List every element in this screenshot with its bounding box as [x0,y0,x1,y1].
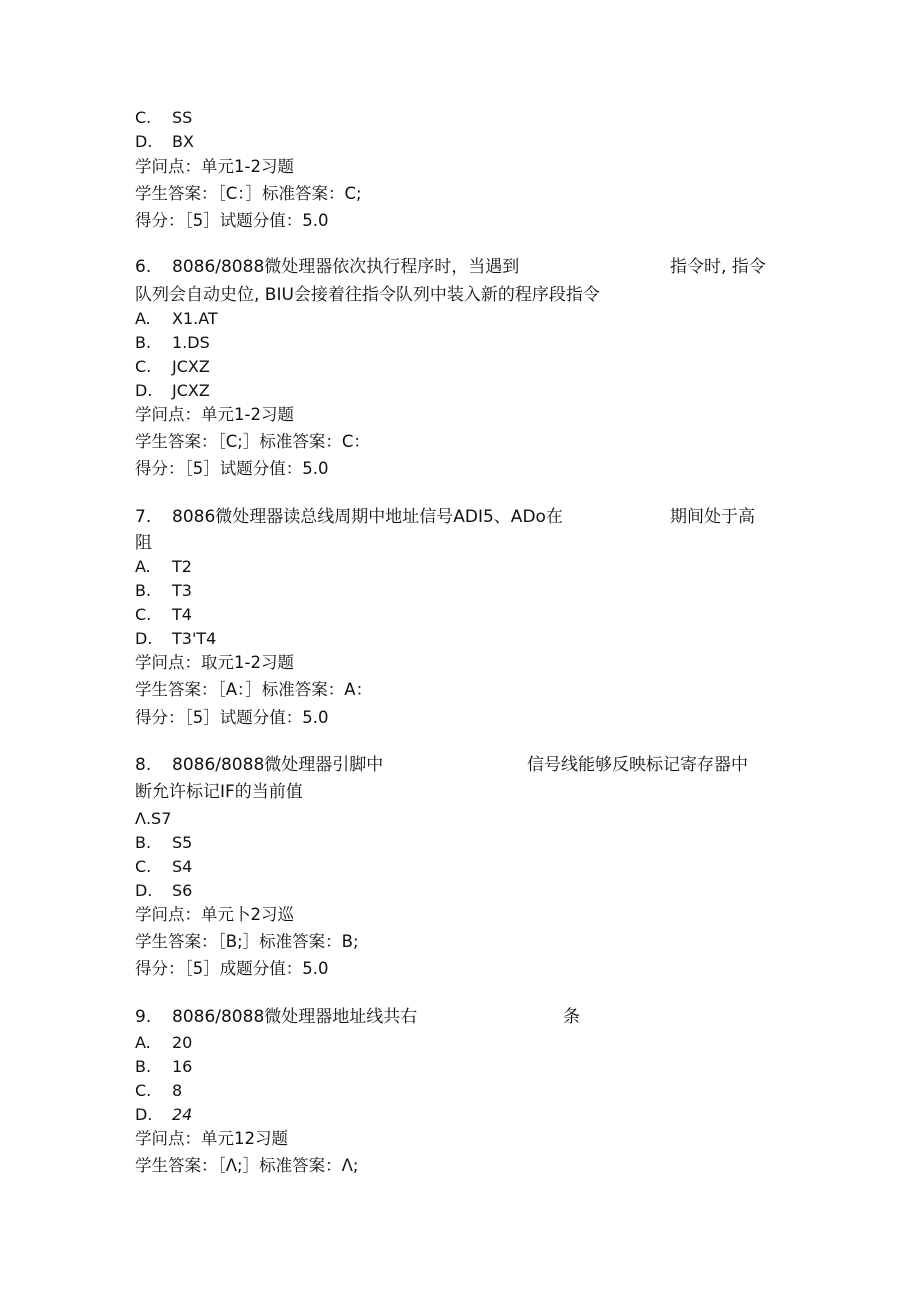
option-key: A. [135,557,151,576]
q9-option-b [135,1057,192,1077]
q8-knowledge-point: 学问点：单元卜2习巡 [135,905,294,924]
option-text: T3'T4 [172,629,217,648]
q5-score: 得分：［5］试题分值：5.0 [135,211,329,230]
option-text: 1.DS [172,333,210,352]
option-text: X1.AT [172,309,218,328]
q7-option-c [135,605,192,625]
question-text: 8086/8088微处理器依次执行程序时，当遇到 [172,257,520,277]
q8-stem-line1-tail: 信号线能够反映标记寄存器中 [527,755,748,775]
q7-stem-line1 [135,504,563,530]
option-key: B. [135,1057,152,1076]
q6-option-b [135,333,210,353]
q9-option-d [135,1105,192,1125]
q8-score: 得分：［5］成题分值：5.0 [135,959,329,978]
q6-score: 得分：［5］试题分值：5.0 [135,459,329,478]
option-text: T2 [172,557,192,576]
option-key: B. [135,581,152,600]
q7-knowledge-point: 学问点：取元1-2习题 [135,653,294,672]
q9-stem-line1 [135,1004,417,1030]
question-number: 7. [135,507,152,527]
option-text: SS [172,108,193,127]
q6-stem-line1-tail: 指令时, 指令 [670,257,766,277]
q6-stem-line2: 队列会自动史位, BIU会接着往指令队列中装入新的程序段指令 [135,285,600,305]
q9-stem-line1-tail: 条 [563,1007,580,1027]
q6-knowledge-point: 学问点：单元1-2习题 [135,405,294,424]
option-key: D. [135,629,153,648]
q5-answer: 学生答案：［C：］标准答案：C; [135,184,362,203]
q6-stem-line1 [135,254,519,280]
question-text: 8086/8088微处理器引脚中 [172,755,384,775]
q5-knowledge-point: 学问点：单元1-2习题 [135,157,294,176]
option-text: BX [172,132,194,151]
option-key: A. [135,1033,151,1052]
option-key: D. [135,381,153,400]
option-text: 16 [172,1057,193,1076]
question-text: 8086微处理器读总线周期中地址信号ADI5、ADo在 [172,507,563,527]
option-text: 8 [172,1081,183,1100]
q7-option-d [135,629,216,649]
q6-option-c [135,357,210,377]
option-key: C. [135,1081,152,1100]
option-text: JCXZ [172,357,210,376]
q6-option-d [135,381,210,401]
option-key: B. [135,333,152,352]
q5-option-c [135,108,192,128]
q9-answer: 学生答案：［Λ;］标准答案：Λ; [135,1156,359,1175]
option-key: C. [135,357,152,376]
option-key: C. [135,108,152,127]
q8-option-b [135,833,192,853]
option-key: D. [135,881,153,900]
q8-stem-line2: 断允许标记IF的当前值 [135,782,303,802]
q8-stem-line1 [135,752,383,778]
q7-option-b [135,581,192,601]
q7-stem-line2: 阻 [135,533,152,553]
q7-option-a [135,557,192,577]
option-key: B. [135,833,152,852]
option-text: JCXZ [172,381,210,400]
q8-option-c [135,857,192,877]
question-text: 8086/8088微处理器地址线共右 [172,1007,418,1027]
option-text: 24 [172,1105,193,1124]
q7-score: 得分：［5］试题分值：5.0 [135,708,329,727]
q5-option-d [135,132,194,152]
option-text: S4 [172,857,193,876]
q9-knowledge-point: 学问点：单元12习题 [135,1129,288,1148]
q7-answer: 学生答案：［A：］标准答案：A： [135,680,373,699]
question-number: 9. [135,1007,152,1027]
question-number: 6. [135,257,152,277]
option-text: S5 [172,833,193,852]
q8-option-a: Λ.S7 [135,809,172,828]
q6-option-a [135,309,218,329]
option-text: 20 [172,1033,193,1052]
option-key: C. [135,857,152,876]
option-key: D. [135,1105,153,1124]
option-text: T3 [172,581,192,600]
q9-option-c [135,1081,182,1101]
option-text: T4 [172,605,192,624]
option-text: S6 [172,881,193,900]
q9-option-a [135,1033,192,1053]
q7-stem-line1-tail: 期间处于高 [670,507,755,527]
question-number: 8. [135,755,152,775]
option-key: A. [135,309,151,328]
q8-option-d [135,881,192,901]
q8-answer: 学生答案：［B;］标准答案：B; [135,932,359,951]
q6-answer: 学生答案：［C;］标准答案：C： [135,432,370,451]
option-key: D. [135,132,153,151]
option-key: C. [135,605,152,624]
